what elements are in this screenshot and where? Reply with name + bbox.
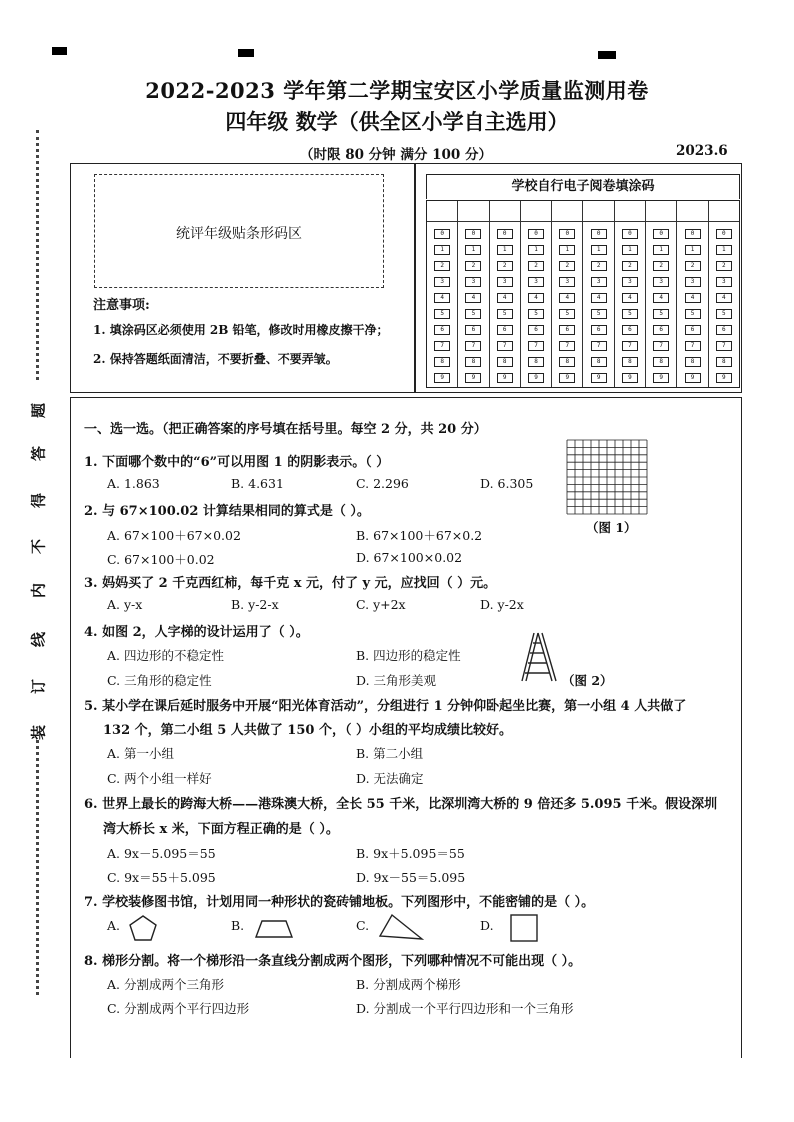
q6-option-c[interactable]: C. 9x＝55＋5.095 (107, 870, 216, 885)
q2-option-d[interactable]: D. 67×100×0.02 (356, 550, 463, 565)
code-bubble[interactable]: 8 (591, 357, 607, 367)
code-bubble[interactable]: 5 (497, 309, 513, 319)
code-bubble[interactable]: 0 (591, 229, 607, 239)
code-column-entry[interactable] (552, 201, 582, 222)
q1-option-b[interactable]: B. 4.631 (231, 476, 284, 491)
code-bubble[interactable]: 3 (465, 277, 481, 287)
code-bubble[interactable]: 9 (622, 373, 638, 383)
q1-option-d[interactable]: D. 6.305 (480, 476, 534, 491)
code-bubble[interactable]: 8 (685, 357, 701, 367)
question-6: 6. 世界上最长的跨海大桥——港珠澳大桥，全长 55 千米，比深圳湾大桥的 9 倍还多 5.095 千米。假设深圳 (84, 797, 718, 812)
code-column-entry[interactable] (458, 201, 488, 222)
code-bubble[interactable]: 9 (591, 373, 607, 383)
q5-option-c[interactable]: C. 两个小组一样好 (107, 771, 212, 786)
code-bubble[interactable]: 3 (528, 277, 544, 287)
code-bubble[interactable]: 4 (716, 293, 732, 303)
exam-title: 2022-2023 学年第二学期宝安区小学质量监测用卷 (145, 78, 649, 103)
code-bubble[interactable]: 1 (653, 245, 669, 255)
code-bubble[interactable]: 6 (528, 325, 544, 335)
code-bubble[interactable]: 3 (559, 277, 575, 287)
code-bubble[interactable]: 2 (434, 261, 450, 271)
binding-margin-char: 装 (29, 725, 48, 741)
code-bubble[interactable]: 8 (465, 357, 481, 367)
code-bubble[interactable]: 1 (591, 245, 607, 255)
notes-title: 注意事项: (93, 298, 150, 313)
code-bubble[interactable]: 9 (497, 373, 513, 383)
code-bubble[interactable]: 2 (465, 261, 481, 271)
question-3: 3. 妈妈买了 2 千克西红柿，每千克 x 元，付了 y 元，应找回（ ）元。 (84, 576, 497, 591)
code-bubble[interactable]: 5 (528, 309, 544, 319)
code-bubble[interactable]: 6 (716, 325, 732, 335)
q3-option-d[interactable]: D. y-2x (480, 597, 524, 612)
code-bubble[interactable]: 3 (685, 277, 701, 287)
code-bubble[interactable]: 3 (716, 277, 732, 287)
binding-margin-char: 内 (29, 583, 48, 599)
code-bubble[interactable]: 7 (497, 341, 513, 351)
code-bubble[interactable]: 7 (622, 341, 638, 351)
code-bubble[interactable]: 2 (716, 261, 732, 271)
code-bubble[interactable]: 5 (465, 309, 481, 319)
code-bubble[interactable]: 0 (685, 229, 701, 239)
code-column (646, 201, 677, 387)
code-bubble[interactable]: 3 (591, 277, 607, 287)
code-bubble-grid (426, 200, 740, 388)
note-item-2: 2. 保持答题纸面清洁，不要折叠、不要弄皱。 (93, 352, 338, 366)
triangle-shape (378, 912, 424, 942)
code-bubble[interactable]: 7 (591, 341, 607, 351)
code-bubble[interactable]: 4 (465, 293, 481, 303)
code-bubble[interactable]: 2 (497, 261, 513, 271)
q3-option-b[interactable]: B. y-2-x (231, 597, 279, 612)
code-column (458, 201, 489, 387)
code-bubble[interactable]: 4 (434, 293, 450, 303)
code-column-entry[interactable] (583, 201, 613, 222)
pentagon-shape (128, 914, 158, 942)
barcode-area (94, 174, 384, 288)
code-bubble[interactable]: 2 (622, 261, 638, 271)
q6-option-d[interactable]: D. 9x－55＝5.095 (356, 870, 466, 885)
code-column (583, 201, 614, 387)
code-bubble[interactable]: 0 (465, 229, 481, 239)
question-5-line2: 132 个，第二小组 5 人共做了 150 个，（ ）小组的平均成绩比较好。 (103, 723, 512, 738)
code-bubble[interactable]: 0 (528, 229, 544, 239)
square-shape (508, 913, 540, 943)
code-bubble[interactable]: 4 (622, 293, 638, 303)
code-column (615, 201, 646, 387)
code-column-entry[interactable] (677, 201, 707, 222)
code-column (490, 201, 521, 387)
q7-option-a[interactable]: A. (107, 918, 121, 933)
code-bubble[interactable]: 2 (685, 261, 701, 271)
code-bubble[interactable]: 7 (653, 341, 669, 351)
code-bubble[interactable]: 2 (559, 261, 575, 271)
q8-option-a[interactable]: A. 分割成两个三角形 (107, 977, 224, 992)
note-item-1: 1. 填涂码区必须使用 2B 铅笔，修改时用橡皮擦干净； (93, 323, 389, 337)
code-bubble[interactable]: 4 (559, 293, 575, 303)
code-bubble[interactable]: 8 (559, 357, 575, 367)
question-6-line2: 湾大桥长 x 米，下面方程正确的是（ ）。 (103, 822, 339, 837)
code-bubble[interactable]: 4 (653, 293, 669, 303)
q2-option-c[interactable]: C. 67×100＋0.02 (107, 552, 215, 567)
q5-option-d[interactable]: D. 无法确定 (356, 771, 424, 786)
registration-mark-center (238, 49, 254, 57)
code-bubble[interactable]: 0 (653, 229, 669, 239)
code-bubble[interactable]: 9 (528, 373, 544, 383)
q6-option-a[interactable]: A. 9x－5.095＝55 (107, 846, 216, 861)
q4-option-c[interactable]: C. 三角形的稳定性 (107, 673, 212, 688)
q8-option-b[interactable]: B. 分割成两个梯形 (356, 977, 461, 992)
q7-option-b[interactable]: B. (231, 918, 245, 933)
code-bubble[interactable]: 0 (497, 229, 513, 239)
figure-2-label: （图 2） (562, 673, 613, 688)
code-bubble[interactable]: 3 (434, 277, 450, 287)
code-bubble[interactable]: 0 (434, 229, 450, 239)
time-score-info: （时限 80 分钟 满分 100 分） (300, 147, 492, 163)
q6-option-b[interactable]: B. 9x＋5.095＝55 (356, 846, 465, 861)
code-column-entry[interactable] (646, 201, 676, 222)
code-column-entry[interactable] (709, 201, 739, 222)
q5-option-b[interactable]: B. 第二小组 (356, 746, 424, 761)
q5-option-a[interactable]: A. 第一小组 (107, 746, 174, 761)
q4-option-d[interactable]: D. 三角形美观 (356, 673, 437, 688)
code-bubble[interactable]: 0 (559, 229, 575, 239)
code-bubble[interactable]: 6 (591, 325, 607, 335)
code-bubble[interactable]: 4 (591, 293, 607, 303)
code-bubble[interactable]: 8 (716, 357, 732, 367)
code-bubble[interactable]: 9 (653, 373, 669, 383)
code-bubble[interactable]: 6 (497, 325, 513, 335)
binding-margin-char: 题 (29, 403, 48, 419)
code-bubble[interactable]: 6 (685, 325, 701, 335)
q4-option-a[interactable]: A. 四边形的不稳定性 (107, 648, 224, 663)
code-column-entry[interactable] (615, 201, 645, 222)
code-bubble[interactable]: 1 (465, 245, 481, 255)
barcode-area-label: 统评年级贴条形码区 (176, 226, 302, 242)
code-bubble[interactable]: 1 (559, 245, 575, 255)
code-column (521, 201, 552, 387)
code-bubble[interactable]: 7 (528, 341, 544, 351)
code-bubble[interactable]: 6 (465, 325, 481, 335)
question-7: 7. 学校装修图书馆，计划用同一种形状的瓷砖铺地板。下列图形中，不能密铺的是（ ）。 (84, 895, 595, 910)
code-bubble[interactable]: 4 (497, 293, 513, 303)
code-bubble[interactable]: 0 (716, 229, 732, 239)
registration-mark-left (52, 47, 67, 55)
code-bubble[interactable]: 2 (591, 261, 607, 271)
exam-subtitle: 四年级 数学（供全区小学自主选用） (225, 109, 569, 134)
code-bubble[interactable]: 5 (591, 309, 607, 319)
question-1: 1. 下面哪个数中的“6”可以用图 1 的阴影表示。（ ） (84, 455, 390, 470)
q7-option-c[interactable]: C. (356, 918, 370, 933)
code-bubble[interactable]: 8 (434, 357, 450, 367)
binding-margin-char: 答 (29, 446, 48, 462)
code-grid-title: 学校自行电子阅卷填涂码 (426, 174, 740, 199)
code-bubble[interactable]: 1 (685, 245, 701, 255)
q1-option-c[interactable]: C. 2.296 (356, 476, 409, 491)
q4-option-b[interactable]: B. 四边形的稳定性 (356, 648, 461, 663)
code-bubble[interactable]: 5 (716, 309, 732, 319)
code-bubble[interactable]: 9 (559, 373, 575, 383)
question-4: 4. 如图 2，人字梯的设计运用了（ ）。 (84, 625, 309, 640)
code-bubble[interactable]: 5 (653, 309, 669, 319)
binding-margin-char: 订 (29, 679, 48, 695)
q1-option-a[interactable]: A. 1.863 (107, 476, 160, 491)
q3-option-a[interactable]: A. y-x (107, 597, 143, 612)
code-bubble[interactable]: 4 (528, 293, 544, 303)
q8-option-c[interactable]: C. 分割成两个平行四边形 (107, 1001, 250, 1016)
code-bubble[interactable]: 7 (434, 341, 450, 351)
trapezoid-shape (254, 918, 294, 940)
code-bubble[interactable]: 1 (528, 245, 544, 255)
binding-margin-char: 不 (29, 539, 48, 555)
code-bubble[interactable]: 5 (434, 309, 450, 319)
code-bubble[interactable]: 9 (465, 373, 481, 383)
code-column-entry[interactable] (521, 201, 551, 222)
code-bubble[interactable]: 3 (622, 277, 638, 287)
code-bubble[interactable]: 9 (685, 373, 701, 383)
question-5: 5. 某小学在课后延时服务中开展“阳光体育活动”，分组进行 1 分钟仰卧起坐比赛，第一小组 4 人共做了 (84, 699, 687, 714)
binding-margin-char: 得 (29, 493, 48, 509)
code-bubble[interactable]: 5 (559, 309, 575, 319)
figure-1-label: （图 1） (586, 520, 637, 535)
code-bubble[interactable]: 5 (685, 309, 701, 319)
q8-option-d[interactable]: D. 分割成一个平行四边形和一个三角形 (356, 1001, 574, 1016)
code-bubble[interactable]: 1 (497, 245, 513, 255)
q3-option-c[interactable]: C. y+2x (356, 597, 406, 612)
code-bubble[interactable]: 1 (434, 245, 450, 255)
binding-margin-char: 线 (29, 632, 48, 648)
code-bubble[interactable]: 8 (653, 357, 669, 367)
code-bubble[interactable]: 1 (622, 245, 638, 255)
code-bubble[interactable]: 8 (528, 357, 544, 367)
q2-option-a[interactable]: A. 67×100＋67×0.02 (107, 528, 241, 543)
code-bubble[interactable]: 2 (653, 261, 669, 271)
code-bubble[interactable]: 1 (716, 245, 732, 255)
info-panel-divider (414, 163, 416, 393)
code-bubble[interactable]: 6 (559, 325, 575, 335)
question-8: 8. 梯形分割。将一个梯形沿一条直线分割成两个图形，下列哪种情况不可能出现（ ）。 (84, 954, 582, 969)
ladder-figure (518, 631, 558, 683)
binding-line-top (36, 130, 43, 380)
figure-1-grid (566, 439, 648, 515)
code-bubble[interactable]: 3 (497, 277, 513, 287)
code-column (427, 201, 458, 387)
code-bubble[interactable]: 7 (685, 341, 701, 351)
code-bubble[interactable]: 6 (653, 325, 669, 335)
code-bubble[interactable]: 8 (497, 357, 513, 367)
code-bubble[interactable]: 6 (434, 325, 450, 335)
code-column (709, 201, 739, 387)
code-bubble[interactable]: 3 (653, 277, 669, 287)
code-bubble[interactable]: 6 (622, 325, 638, 335)
code-column (677, 201, 708, 387)
code-column-entry[interactable] (427, 201, 457, 222)
code-bubble[interactable]: 4 (685, 293, 701, 303)
code-bubble[interactable]: 7 (716, 341, 732, 351)
code-bubble[interactable]: 5 (622, 309, 638, 319)
exam-date: 2023.6 (676, 143, 728, 159)
code-bubble[interactable]: 9 (434, 373, 450, 383)
q2-option-b[interactable]: B. 67×100＋67×0.2 (356, 528, 483, 543)
binding-line-bottom (36, 740, 43, 995)
section-heading: 一、选一选。（把正确答案的序号填在括号里。每空 2 分，共 20 分） (84, 422, 487, 437)
code-bubble[interactable]: 8 (622, 357, 638, 367)
code-column (552, 201, 583, 387)
q7-option-d[interactable]: D. (480, 918, 494, 933)
code-bubble[interactable]: 7 (465, 341, 481, 351)
code-bubble[interactable]: 2 (528, 261, 544, 271)
code-bubble[interactable]: 0 (622, 229, 638, 239)
code-bubble[interactable]: 7 (559, 341, 575, 351)
code-column-entry[interactable] (490, 201, 520, 222)
registration-mark-right (598, 51, 616, 59)
question-2: 2. 与 67×100.02 计算结果相同的算式是（ ）。 (84, 504, 370, 519)
code-bubble[interactable]: 9 (716, 373, 732, 383)
